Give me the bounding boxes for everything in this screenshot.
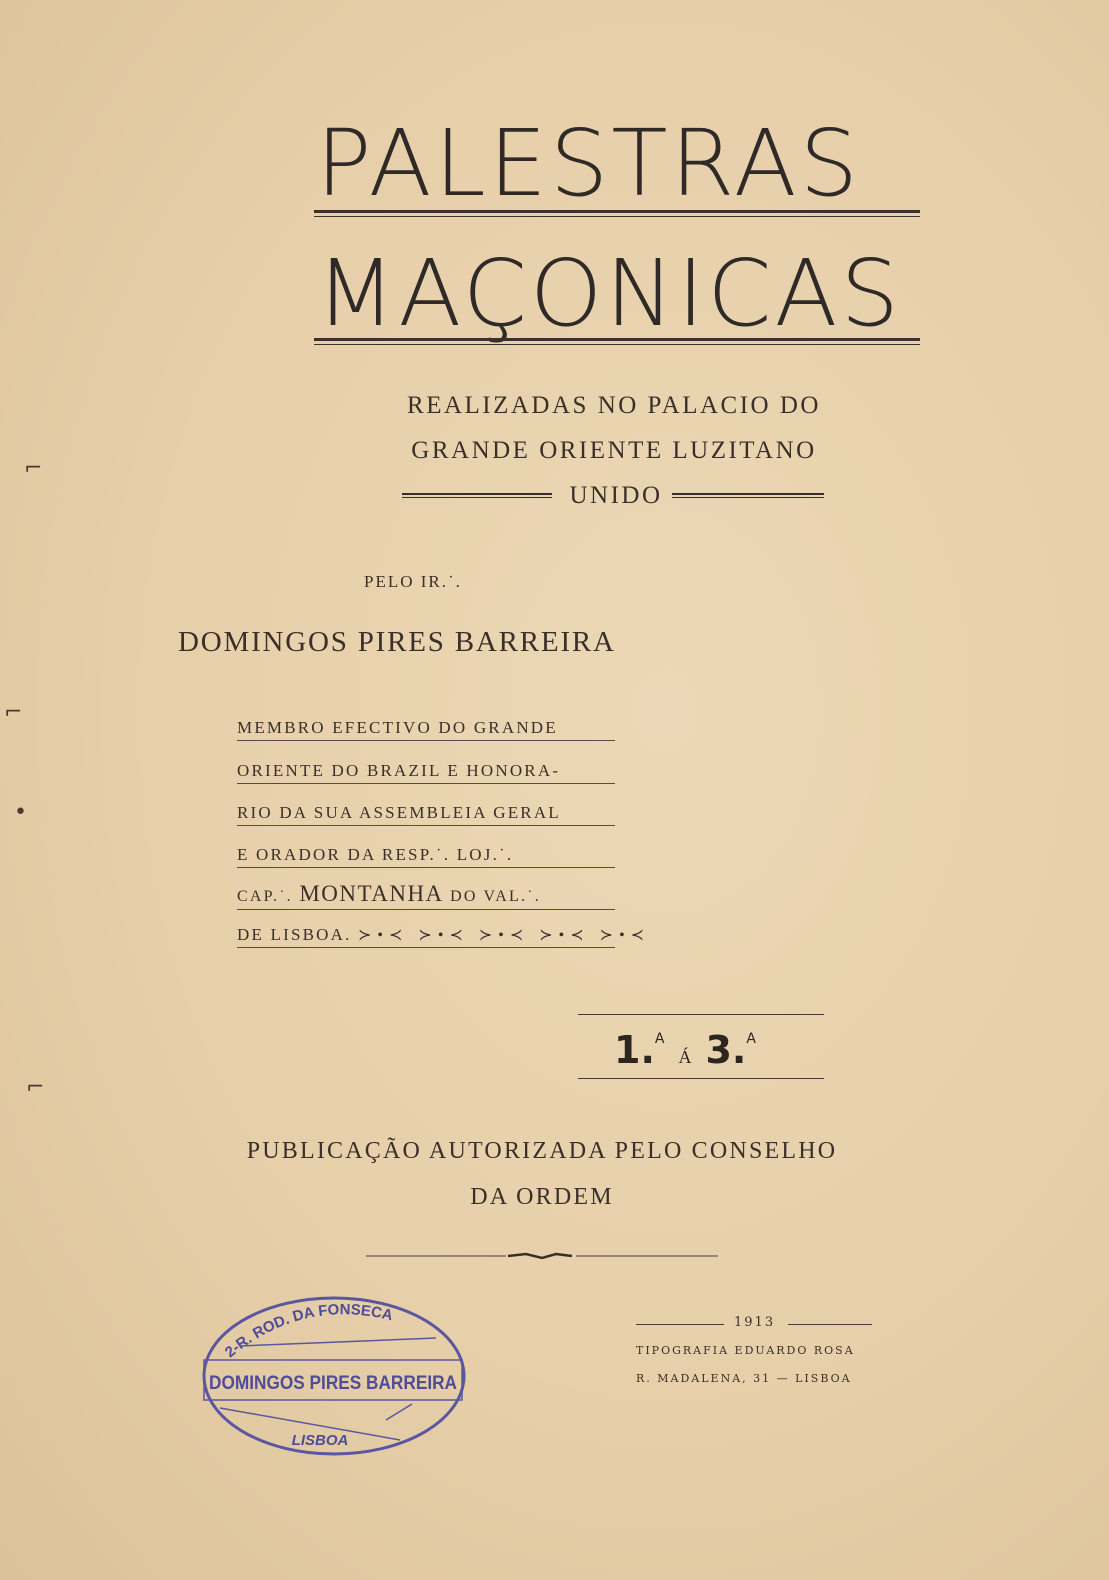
volume-first: 1.: [614, 1028, 655, 1072]
binding-hole-mark: ⌐: [26, 1075, 45, 1100]
fleuron-ornament: ≻•≺ ≻•≺ ≻•≺ ≻•≺ ≻•≺: [358, 927, 651, 944]
author-name: DOMINGOS PIRES BARREIRA: [178, 626, 616, 658]
publication-line-2: DA ORDEM: [470, 1184, 614, 1210]
title-rule-1: [314, 210, 920, 217]
publication-line-1: PUBLICAÇÃO AUTORIZADA PELO CONSELHO: [246, 1138, 838, 1164]
imprint-year: 1913: [734, 1315, 776, 1330]
stamp-graphic: [200, 1290, 470, 1460]
volume-last-sup: A: [746, 1031, 756, 1047]
membership-city: DE LISBOA.: [237, 925, 352, 944]
divider-ornament: [366, 1250, 718, 1264]
subtitle-line-1: REALIZADAS NO PALACIO DO: [407, 392, 821, 419]
title-rule-2: [314, 338, 920, 345]
membership-line-6: [237, 925, 651, 948]
subtitle-rule-right: [672, 493, 824, 498]
subtitle-line-3: UNIDO: [569, 482, 663, 509]
subtitle-rule-left: [402, 493, 552, 498]
volumes-rule-top: [578, 1014, 824, 1015]
volume-connector: Á: [678, 1047, 692, 1067]
membership-line-3: RIO DA SUA ASSEMBLEIA GERAL: [237, 803, 615, 826]
subtitle-line-2: GRANDE ORIENTE LUZITANO: [411, 437, 817, 464]
volumes-rule-bottom: [578, 1078, 824, 1079]
imprint-printer: TIPOGRAFIA EDUARDO ROSA: [636, 1344, 855, 1357]
binding-hole-mark: •: [14, 800, 27, 825]
binding-hole-mark: ⌐: [24, 456, 43, 481]
membership-cap: CAP.˙.: [237, 888, 293, 905]
imprint-rule-left: [636, 1324, 724, 1325]
imprint-address: R. MADALENA, 31 — LISBOA: [636, 1372, 852, 1385]
volumes-range: [614, 1028, 756, 1072]
volume-first-sup: A: [654, 1031, 665, 1047]
membership-lodge-name: MONTANHA: [299, 881, 444, 906]
membership-line-1: MEMBRO EFECTIVO DO GRANDE: [237, 718, 615, 741]
binding-hole-mark: ⌐: [4, 700, 23, 725]
stamp-top-arc: 2-R. ROD. DA FONSECA: [221, 1301, 395, 1362]
volume-last: 3.: [705, 1028, 747, 1072]
stamp-center: DOMINGOS PIRES BARREIRA: [209, 1373, 458, 1394]
stamp-bottom: LISBOA: [291, 1432, 349, 1449]
owner-stamp: [200, 1290, 470, 1460]
membership-val: DO VAL.˙.: [450, 888, 541, 905]
title-line-1: PALESTRAS: [316, 110, 862, 217]
membership-line-4: E ORADOR DA RESP.˙. LOJ.˙.: [237, 845, 615, 868]
membership-line-2: ORIENTE DO BRAZIL E HONORA-: [237, 761, 615, 784]
author-prefix: PELO IR.˙.: [364, 572, 462, 591]
title-line-2: MAÇONICAS: [316, 240, 902, 347]
membership-line-5: [237, 881, 615, 910]
imprint-rule-right: [788, 1324, 872, 1325]
